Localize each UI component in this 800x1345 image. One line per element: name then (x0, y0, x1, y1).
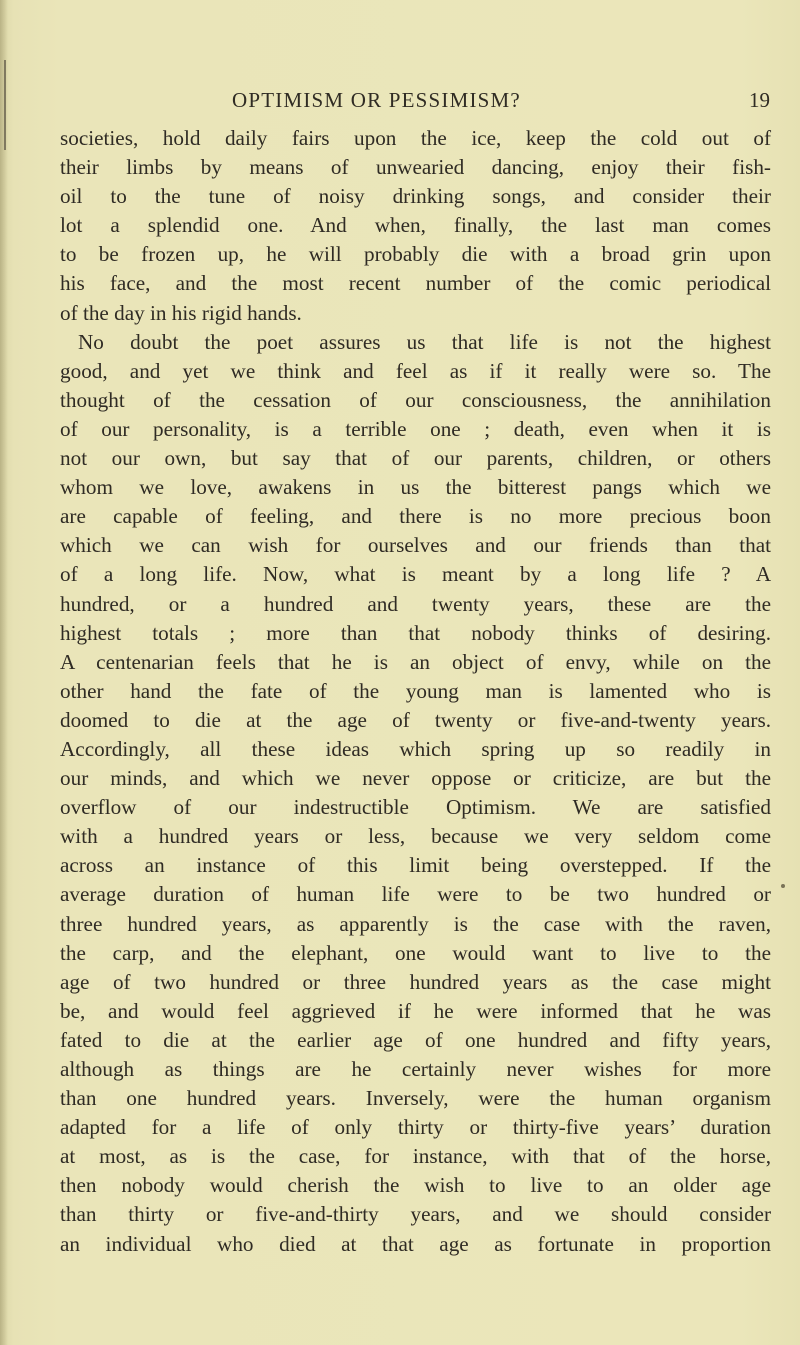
paper-speck (781, 884, 785, 888)
text-line: their limbs by means of unwearied dancing, enjoy their fish- (60, 155, 771, 180)
text-line: with a hundred years or less, because we very seldom come (60, 824, 771, 849)
text-line: oil to the tune of noisy drinking songs, and consider their (60, 184, 771, 209)
text-line: overflow of our indestructible Optimism. We are satisfied (60, 795, 771, 820)
text-line: doomed to die at the age of twenty or five-and-twenty years. (60, 707, 771, 732)
text-line: at most, as is the case, for instance, with that of the horse, (60, 1144, 771, 1169)
text-line: not our own, but say that of our parents, children, or others (60, 446, 771, 471)
text-line: good, and yet we think and feel as if it really were so. The (60, 358, 771, 383)
text-line: thought of the cessation of our consciousness, the annihilation (60, 387, 771, 412)
text-line: than one hundred years. Inversely, were the human organism (60, 1086, 771, 1111)
text-line: other hand the fate of the young man is lamented who is (60, 678, 771, 703)
text-line: of a long life. Now, what is meant by a long life ? A (60, 562, 771, 587)
text-line: age of two hundred or three hundred years as the case might (60, 969, 771, 994)
text-line: than thirty or five-and-thirty years, and we should consider (60, 1202, 771, 1227)
running-title: OPTIMISM OR PESSIMISM? (232, 88, 521, 112)
text-line: across an instance of this limit being overstepped. If the (60, 853, 771, 878)
page-edge-mark (4, 60, 6, 150)
text-line: his face, and the most recent number of the comic periodical (60, 271, 771, 296)
text-line: average duration of human life were to be two hundred or (60, 882, 771, 907)
text-line: which we can wish for ourselves and our friends than that (60, 533, 771, 558)
text-line: although as things are he certainly never wishes for more (60, 1057, 771, 1081)
running-head (60, 88, 770, 118)
body-text (60, 124, 771, 1259)
text-line: our minds, and which we never oppose or criticize, are but the (60, 766, 771, 791)
text-line: an individual who died at that age as fortunate in proportion (60, 1231, 771, 1256)
text-line: A centenarian feels that he is an object of envy, while on the (60, 649, 771, 674)
text-line: to be frozen up, he will probably die with a broad grin upon (60, 242, 771, 267)
text-line: hundred, or a hundred and twenty years, these are the (60, 591, 771, 616)
text-line: then nobody would cherish the wish to live to an older age (60, 1173, 771, 1198)
binding-shadow (0, 0, 8, 1345)
paragraph-start-line: No doubt the poet assures us that life is not the highest (78, 329, 771, 354)
text-line: lot a splendid one. And when, finally, the last man comes (60, 213, 771, 238)
text-line: fated to die at the earlier age of one hundred and fifty years, (60, 1027, 771, 1052)
text-line: whom we love, awakens in us the bitterest pangs which we (60, 475, 771, 500)
text-line: of our personality, is a terrible one ; death, even when it is (60, 416, 771, 441)
text-line: of the day in his rigid hands. (60, 300, 302, 325)
text-line: societies, hold daily fairs upon the ice, keep the cold out of (60, 126, 771, 150)
text-line: are capable of feeling, and there is no more precious boon (60, 504, 771, 529)
text-line: highest totals ; more than that nobody thinks of desiring. (60, 620, 771, 645)
page-number: 19 (749, 88, 770, 112)
text-line: adapted for a life of only thirty or thirty-five years’ duration (60, 1115, 771, 1140)
text-line: three hundred years, as apparently is the case with the raven, (60, 911, 771, 936)
text-line: be, and would feel aggrieved if he were informed that he was (60, 998, 771, 1023)
text-line: Accordingly, all these ideas which spring up so readily in (60, 736, 771, 761)
text-line: the carp, and the elephant, one would want to live to the (60, 940, 771, 965)
